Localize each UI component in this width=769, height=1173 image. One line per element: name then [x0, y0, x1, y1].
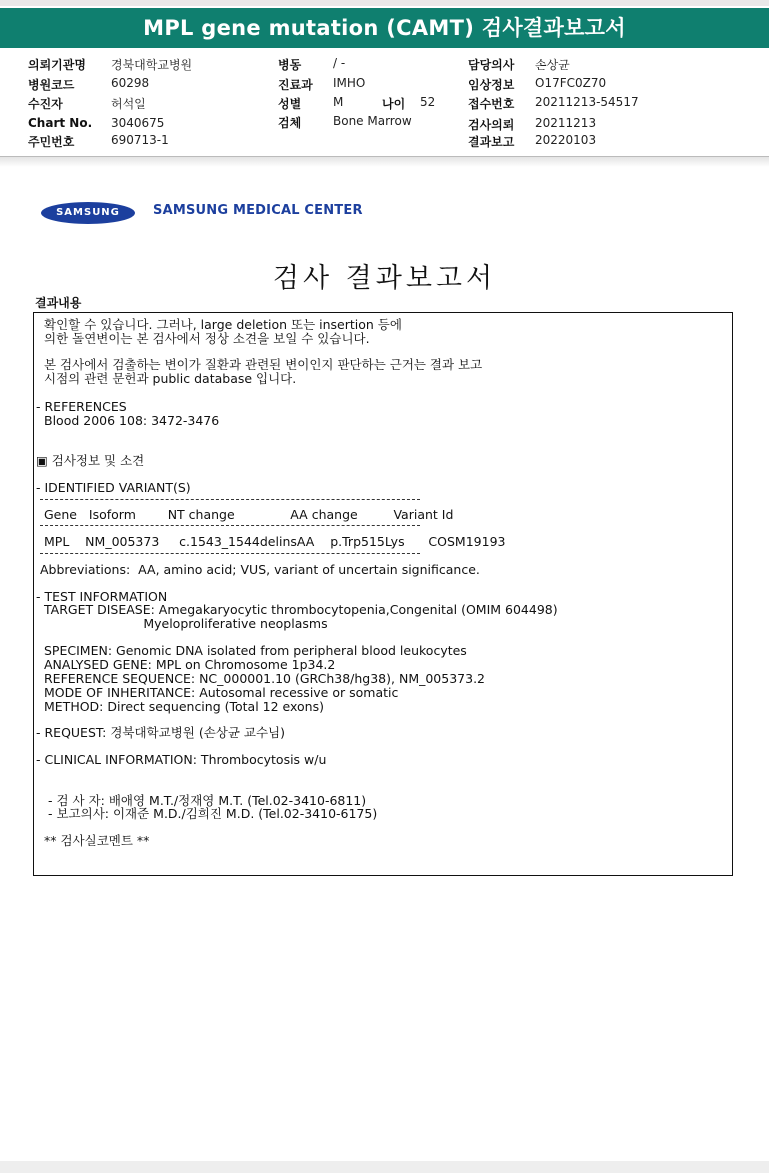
request-date-label: 검사의뢰 [468, 118, 515, 132]
result-line: 본 검사에서 검출하는 변이가 질환과 관련된 변이인지 판단하는 근거는 결과 보고 [44, 357, 483, 372]
result-content-box [33, 312, 733, 876]
report-date-label: 결과보고 [468, 135, 515, 149]
request-date-value: 20211213 [535, 116, 597, 130]
age-value: 52 [420, 95, 436, 109]
specimen-label: 검체 [278, 116, 302, 130]
accession-no-label: 접수번호 [468, 97, 515, 111]
result-section-label: 결과내용 [35, 296, 82, 310]
samsung-logo: SAMSUNG [41, 202, 135, 224]
physician-label: 담당의사 [468, 58, 515, 72]
clinical-info-value: O17FC0Z70 [535, 76, 607, 90]
report-date-value: 20220103 [535, 133, 597, 147]
clinical-info-label: 임상정보 [468, 78, 515, 92]
institution-value: 경북대학교병원 [111, 58, 193, 72]
method-line: METHOD: Direct sequencing (Total 12 exons) [44, 699, 324, 714]
result-line: 의한 돌연변이는 본 검사에서 정상 소견을 보일 수 있습니다. [44, 331, 370, 346]
variant-table-header: Gene Isoform NT change AA change Variant Id [44, 507, 454, 522]
references-heading: - REFERENCES [36, 399, 127, 414]
physician-value: 손상균 [535, 58, 570, 72]
variant-table-row: MPL NM_005373 c.1543_1544delinsAA p.Trp515Lys COSM19193 [44, 534, 506, 549]
chart-no-label: Chart No. [28, 116, 93, 130]
specimen-line: SPECIMEN: Genomic DNA isolated from peripheral blood leukocytes [44, 643, 467, 658]
specimen-value: Bone Marrow [333, 114, 412, 128]
table-dash-line [40, 499, 420, 500]
age-label: 나이 [382, 97, 406, 111]
patient-name-value: 허석일 [111, 97, 146, 111]
analysed-gene-line: ANALYSED GENE: MPL on Chromosome 1p34.2 [44, 657, 336, 672]
department-label: 진료과 [278, 78, 313, 92]
clinical-information-line: - CLINICAL INFORMATION: Thrombocytosis w/u [36, 752, 327, 767]
abbreviations-line: Abbreviations: AA, amino acid; VUS, variant of uncertain significance. [40, 562, 480, 577]
table-dash-line [40, 525, 420, 526]
reporting-physician-line: - 보고의사: 이재준 M.D./김희진 M.D. (Tel.02-3410-6175) [48, 806, 378, 821]
medical-center-name: SAMSUNG MEDICAL CENTER [153, 203, 363, 218]
result-line: 확인할 수 있습니다. 그러나, large deletion 또는 insertion 등에 [44, 317, 402, 332]
top-strip [0, 0, 769, 6]
institution-label: 의뢰기관명 [28, 58, 86, 72]
patient-name-label: 수진자 [28, 97, 63, 111]
request-line: - REQUEST: 경북대학교병원 (손상균 교수님) [36, 725, 286, 740]
test-information-heading: - TEST INFORMATION [36, 589, 168, 604]
hospital-code-value: 60298 [111, 76, 150, 90]
document-title: 검사 결과보고서 [272, 263, 497, 294]
result-line: 시점의 관련 문헌과 public database 입니다. [44, 371, 297, 386]
test-info-section-heading: ▣ 검사정보 및 소견 [36, 453, 145, 468]
bottom-strip [0, 1161, 769, 1173]
reference-sequence-line: REFERENCE SEQUENCE: NC_000001.10 (GRCh38/hg38), NM_005373.2 [44, 671, 485, 686]
table-dash-line [40, 553, 420, 554]
lab-comment-heading: ** 검사실코멘트 ** [44, 833, 150, 848]
department-value: IMHO [333, 76, 366, 90]
accession-no-value: 20211213-54517 [535, 95, 639, 109]
resident-no-value: 690713-1 [111, 133, 169, 147]
header-shadow [0, 157, 769, 167]
inheritance-line: MODE OF INHERITANCE: Autosomal recessive or somatic [44, 685, 399, 700]
reference-citation: Blood 2006 108: 3472-3476 [44, 413, 220, 428]
resident-no-label: 주민번호 [28, 135, 75, 149]
hospital-code-label: 병원코드 [28, 78, 75, 92]
sex-label: 성별 [278, 97, 302, 111]
target-disease-line-2: Myeloproliferative neoplasms [44, 616, 328, 631]
ward-label: 병동 [278, 58, 302, 72]
tester-line: - 검 사 자: 배애영 M.T./정재영 M.T. (Tel.02-3410-6811) [48, 793, 367, 808]
identified-variants-heading: - IDENTIFIED VARIANT(S) [36, 480, 191, 495]
target-disease-line: TARGET DISEASE: Amegakaryocytic thrombocytopenia,Congenital (OMIM 604498) [44, 602, 558, 617]
ward-value: / - [333, 56, 346, 70]
patient-info-panel [0, 56, 769, 156]
sex-value: M [333, 95, 344, 109]
chart-no-value: 3040675 [111, 116, 165, 130]
report-banner-title: MPL gene mutation (CAMT) 검사결과보고서 [0, 8, 769, 48]
